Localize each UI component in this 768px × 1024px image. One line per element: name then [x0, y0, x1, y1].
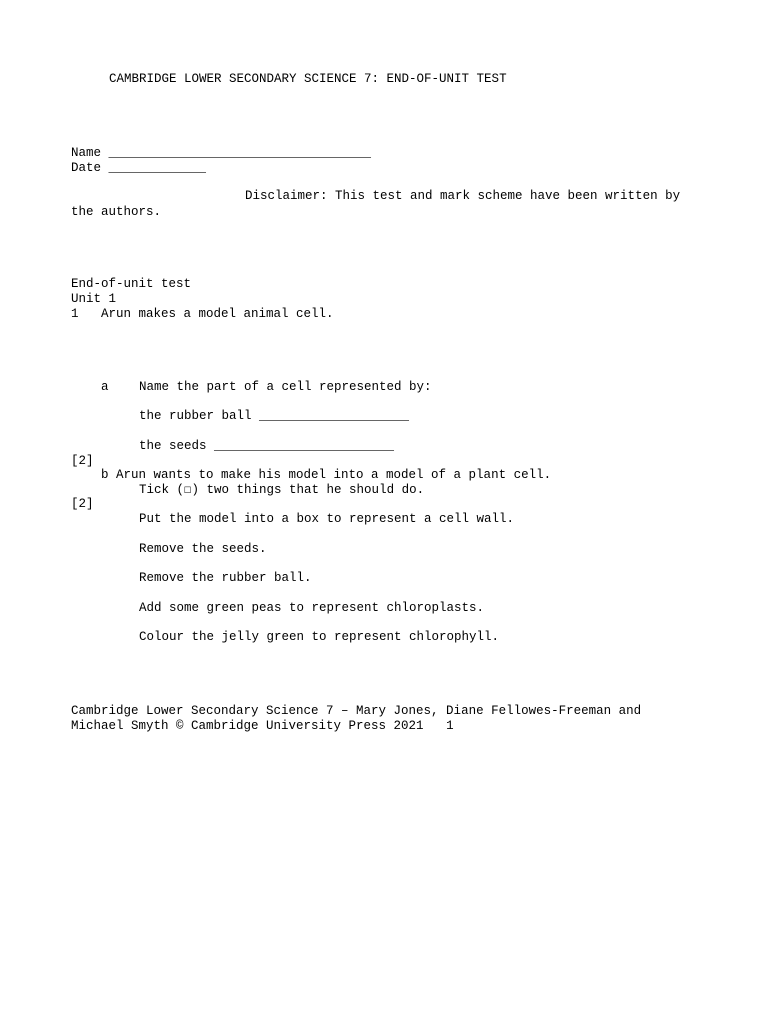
disclaimer-line-1: Disclaimer: This test and mark scheme have been written by [245, 189, 681, 203]
question-1a-marks: [2] [71, 454, 94, 468]
option-remove-rubber-ball: Remove the rubber ball. [139, 571, 312, 585]
question-1a-label: a [101, 380, 109, 394]
footer-line-1: Cambridge Lower Secondary Science 7 – Mary Jones, Diane Fellowes-Freeman and [71, 704, 642, 718]
question-1b-marks: [2] [71, 497, 94, 511]
date-field-line: Date _____________ [71, 161, 207, 175]
option-colour-jelly: Colour the jelly green to represent chlorophyll. [139, 630, 500, 644]
option-remove-seeds: Remove the seeds. [139, 542, 267, 556]
question-1b-prompt: b Arun wants to make his model into a model of a plant cell. [101, 468, 552, 482]
question-1-stem: 1 Arun makes a model animal cell. [71, 307, 334, 321]
answer-line-seeds: the seeds ________________________ [139, 439, 395, 453]
option-green-peas: Add some green peas to represent chloroplasts. [139, 601, 485, 615]
page-number: 1 [446, 719, 454, 733]
footer-line-2 [71, 719, 454, 734]
document-title: CAMBRIDGE LOWER SECONDARY SCIENCE 7: END-OF-UNIT TEST [109, 72, 507, 86]
question-1b-instruction: Tick (☐) two things that he should do. [139, 483, 425, 497]
footer-copyright: Michael Smyth © Cambridge University Press 2021 [71, 719, 424, 733]
unit-label: Unit 1 [71, 292, 117, 306]
answer-line-rubber-ball: the rubber ball ____________________ [139, 409, 410, 423]
disclaimer-line-2: the authors. [71, 205, 162, 219]
option-cell-wall: Put the model into a box to represent a cell wall. [139, 512, 515, 526]
test-heading: End-of-unit test [71, 277, 192, 291]
question-1a-prompt: Name the part of a cell represented by: [139, 380, 432, 394]
name-field-line: Name ___________________________________ [71, 146, 372, 160]
